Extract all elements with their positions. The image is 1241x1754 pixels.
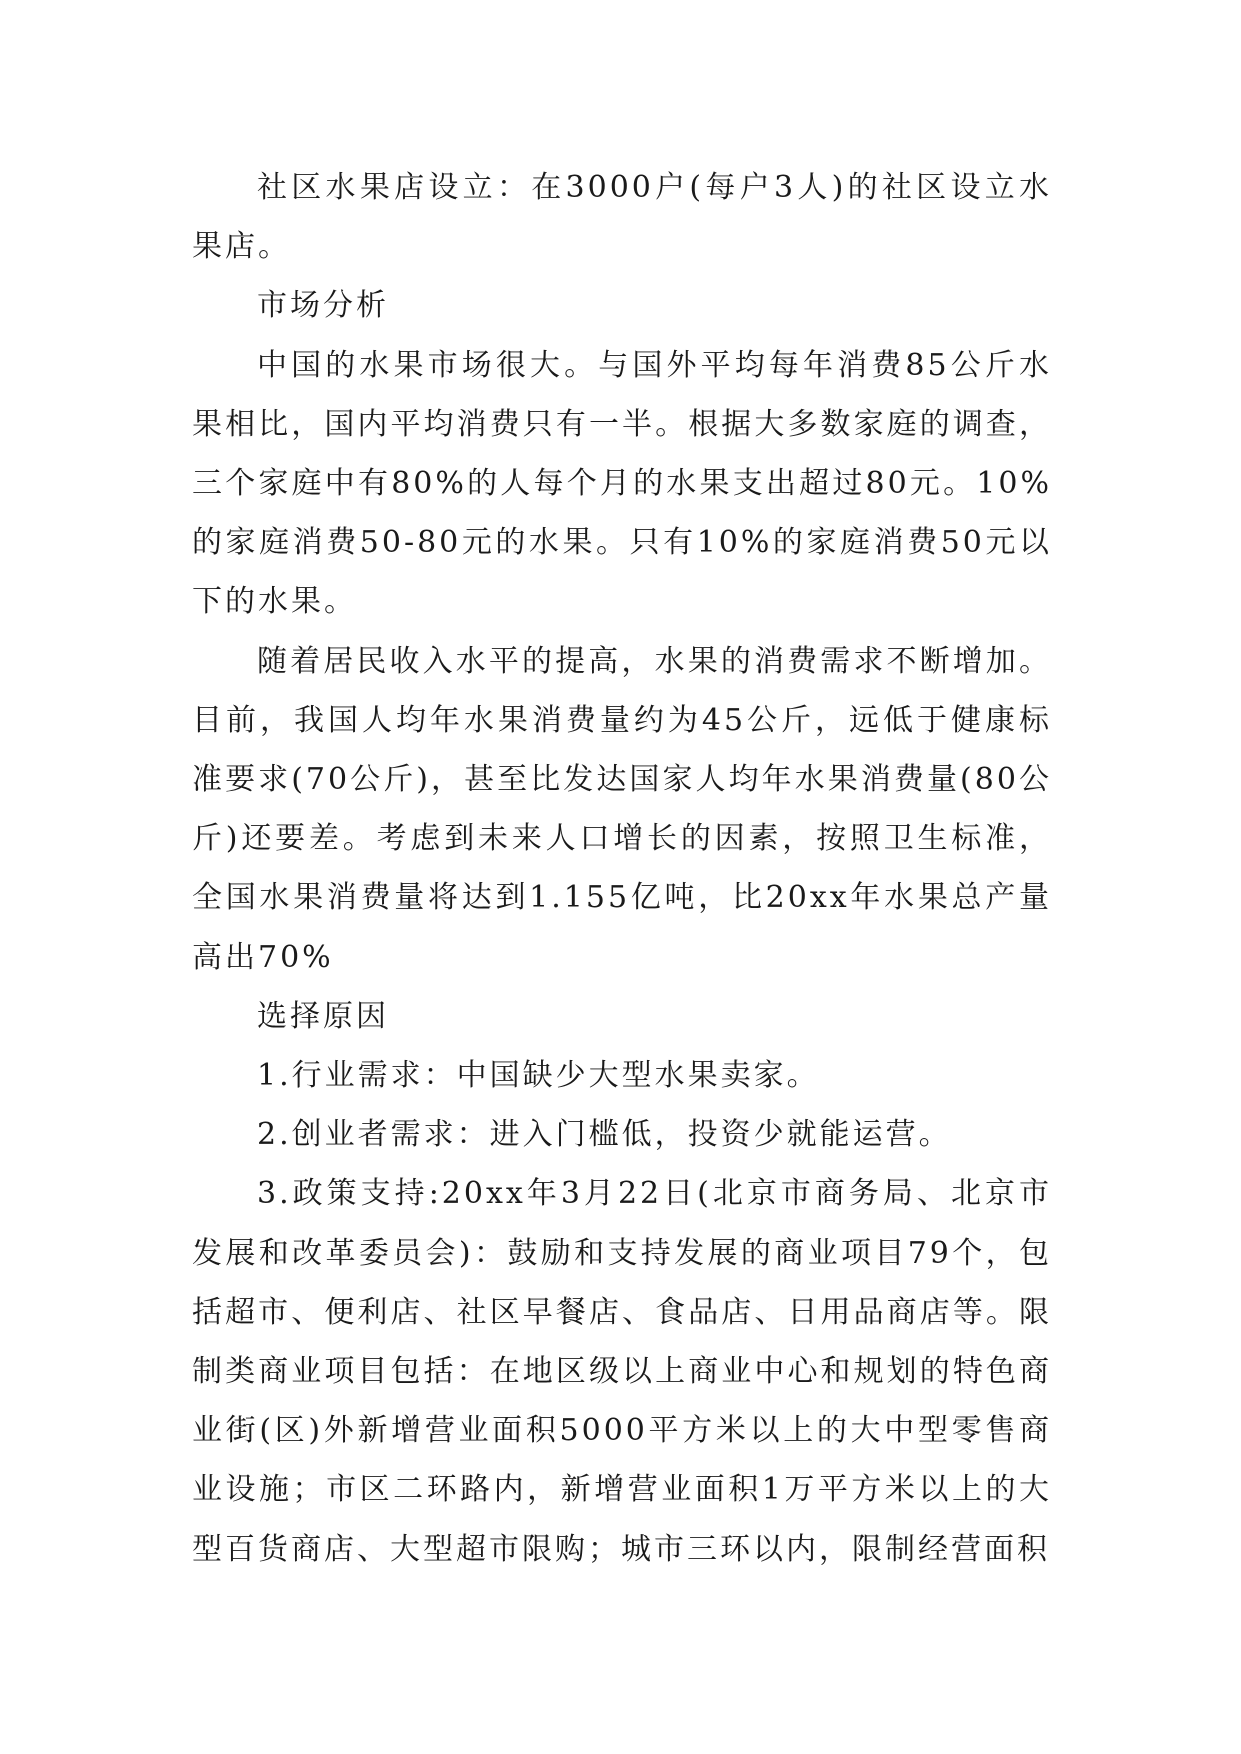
paragraph-store-setup: 社区水果店设立：在3000户(每户3人)的社区设立水果店。 — [192, 170, 1052, 265]
paragraph-market-size: 中国的水果市场很大。与国外平均每年消费85公斤水果相比，国内平均消费只有一半。根据大多数家庭的调查，三个家庭中有80%的人每个月的水果支出超过80元。10%的家庭消费50-80元的水果。只有10%的家庭消费50元以下的水果。 — [192, 347, 1052, 620]
paragraph-consumption-demand: 随着居民收入水平的提高，水果的消费需求不断增加。目前，我国人均年水果消费量约为45公斤，远低于健康标准要求(70公斤)，甚至比发达国家人均年水果消费量(80公斤)还要差。考虑到未来人口增长的因素，按照卫生标准，全国水果消费量将达到1.155亿吨，比20xx年水果总产量高出70% — [192, 643, 1052, 975]
reason-policy-support: 3.政策支持:20xx年3月22日(北京市商务局、北京市发展和改革委员会)：鼓励和支持发展的商业项目79个，包括超市、便利店、社区早餐店、食品店、日用品商店等。限制类商业项目包括：在地区级以上商业中心和规划的特色商业街(区)外新增营业面积5000平方米以上的大中型零售商业设施；市区二环路内，新增营业面积1万平方米以上的大型百货商店、大型超市限购；城市三环以内，限制经营面积 — [192, 1176, 1052, 1567]
reason-industry-demand: 1.行业需求：中国缺少大型水果卖家。 — [257, 1058, 820, 1094]
heading-reasons: 选择原因 — [257, 998, 389, 1034]
document-body — [192, 158, 1052, 1579]
heading-market-analysis: 市场分析 — [257, 288, 389, 324]
reason-entrepreneur-demand: 2.创业者需求：进入门槛低，投资少就能运营。 — [257, 1117, 952, 1153]
